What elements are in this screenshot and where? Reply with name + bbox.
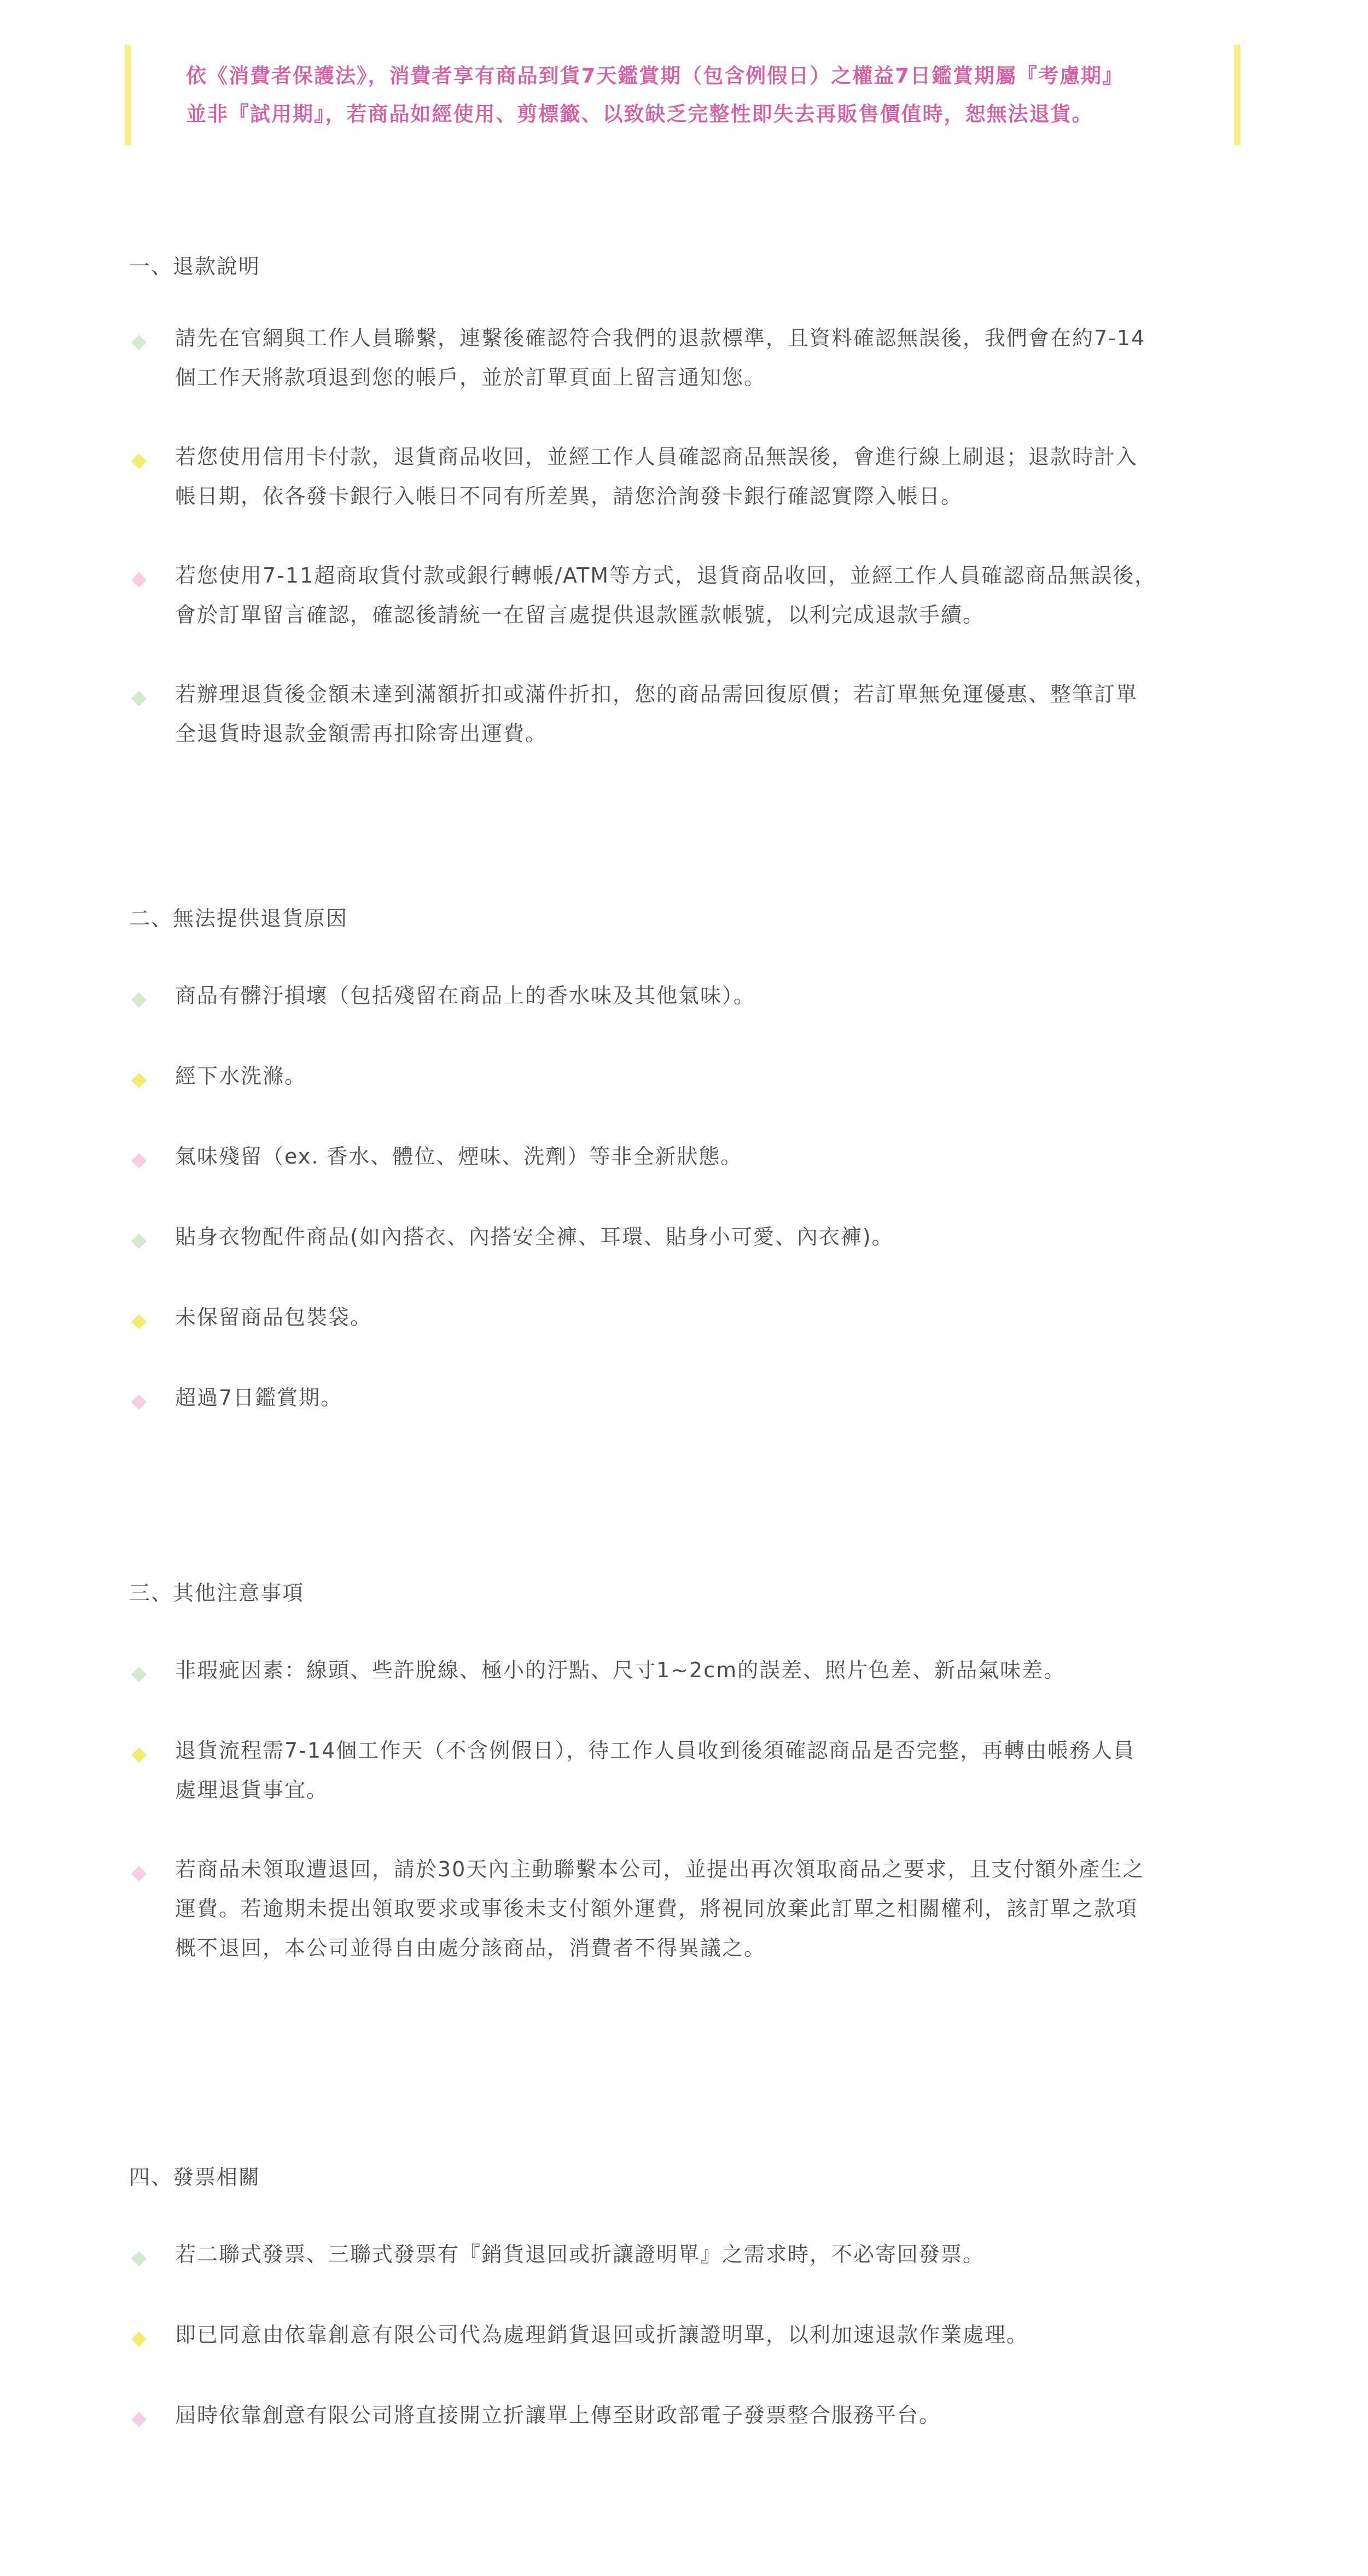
list-item — [133, 2325, 1244, 2354]
list-item-line: 商品有髒汙損壞（包括殘留在商品上的香水味及其他氣味）。 — [175, 984, 756, 1008]
list-item — [133, 2405, 1244, 2435]
list-item-text — [175, 318, 1244, 397]
list-item-text — [175, 1217, 1244, 1257]
list-item-text — [175, 1378, 1244, 1417]
list-item-text — [175, 2235, 1244, 2274]
diamond-bullet-icon — [131, 1073, 147, 1088]
list-item-line: 若商品未領取遭退回，請於30天內主動聯繫本公司，並提出再次領取商品之要求，且支付額外產生之 — [175, 1857, 1145, 1881]
diamond-bullet-icon — [131, 1866, 147, 1881]
notice-line-2: 並非『試用期』，若商品如經使用、剪標籤、以致缺乏完整性即失去再販售價值時，恕無法退貨。 — [186, 102, 1093, 126]
list-item-text — [175, 2395, 1244, 2435]
list-item-line: 氣味殘留（ex. 香水、體位、煙味、洗劑）等非全新狀態。 — [175, 1144, 743, 1168]
list-item — [133, 1144, 1244, 1176]
list-item-line: 處理退貨事宜。 — [175, 1778, 329, 1802]
list-item-line: 退貨流程需7-14個工作天（不含例假日），待工作人員收到後須確認商品是否完整，再轉由帳務人員 — [175, 1738, 1136, 1763]
diamond-bullet-icon — [131, 992, 147, 1008]
list-item-line: 經下水洗滌。 — [175, 1064, 307, 1088]
return-policy-notice — [125, 45, 1241, 145]
list-item-text — [175, 674, 1244, 753]
diamond-bullet-icon — [131, 2331, 147, 2347]
list-item — [133, 1660, 1244, 1690]
list-item-line: 概不退回，本公司並得自由處分該商品，消費者不得異議之。 — [175, 1936, 766, 1960]
list-item-line: 運費。若逾期未提出領取要求或事後未支付額外運費，將視同放棄此訂單之相關權利，該訂單之款項 — [175, 1897, 1138, 1921]
list-item-line: 未保留商品包裝袋。 — [175, 1305, 372, 1329]
diamond-bullet-icon — [131, 2412, 147, 2427]
list-item — [133, 328, 1244, 397]
list-item — [133, 684, 1244, 753]
list-item-line: 全退貨時退款金額需再扣除寄出運費。 — [175, 722, 548, 746]
diamond-bullet-icon — [131, 1667, 147, 1682]
list-item-text — [175, 556, 1244, 635]
diamond-bullet-icon — [131, 335, 147, 350]
list-item-line: 若您使用信用卡付款，退貨商品收回，並經工作人員確認商品無誤後，會進行線上刷退；退款時計入 — [175, 445, 1138, 469]
list-item-line: 若辦理退貨後金額未達到滿額折扣或滿件折扣，您的商品需回復原價；若訂單無免運優惠、整筆訂單 — [175, 682, 1138, 706]
list-item — [133, 1738, 1244, 1810]
list-item-line: 非瑕疵因素：線頭、些許脫線、極小的汙點、尺寸1~2cm的誤差、照片色差、新品氣味差。 — [175, 1658, 1066, 1682]
list-item — [133, 986, 1244, 1015]
diamond-bullet-icon — [131, 1153, 147, 1168]
list-item — [133, 1307, 1244, 1337]
list-item — [133, 2244, 1244, 2274]
list-item-text — [175, 1056, 1244, 1096]
diamond-bullet-icon — [131, 691, 147, 706]
list-item-line: 屆時依靠創意有限公司將直接開立折讓單上傳至財政部電子發票整合服務平台。 — [175, 2403, 941, 2427]
list-item-line: 請先在官網與工作人員聯繫，連繫後確認符合我們的退款標準，且資料確認無誤後，我們會在約7-14 — [175, 326, 1146, 350]
list-item-text — [175, 1650, 1244, 1690]
list-item — [133, 1388, 1244, 1417]
diamond-bullet-icon — [131, 2251, 147, 2266]
list-item-text — [175, 1298, 1244, 1337]
list-item-text — [175, 437, 1244, 516]
list-item-text — [175, 2315, 1244, 2354]
list-item — [133, 1859, 1244, 1968]
diamond-bullet-icon — [131, 453, 147, 469]
list-item-line: 若您使用7-11超商取貨付款或銀行轉帳/ATM等方式，退貨商品收回，並經工作人員確認商品無誤後， — [175, 563, 1157, 588]
diamond-bullet-icon — [131, 572, 147, 588]
list-item-line: 會於訂單留言確認，確認後請統一在留言處提供退款匯款帳號，以利完成退款手續。 — [175, 603, 985, 627]
list-item-line: 超過7日鑑賞期。 — [175, 1386, 343, 1410]
section-title-non-returnable-reasons: 二、無法提供退貨原因 — [129, 906, 348, 931]
section-title-other-notes: 三、其他注意事項 — [129, 1581, 305, 1605]
section-title-invoice: 四、發票相關 — [129, 2165, 261, 2189]
list-item — [133, 1227, 1244, 1257]
diamond-bullet-icon — [131, 1314, 147, 1329]
list-item-text — [175, 1731, 1244, 1810]
list-item — [133, 563, 1244, 635]
list-item-text — [175, 1850, 1244, 1968]
list-item — [133, 447, 1244, 516]
section-title-refund-info: 一、退款說明 — [129, 254, 261, 278]
list-item-text — [175, 976, 1244, 1015]
notice-line-1: 依《消費者保護法》，消費者享有商品到貨7天鑑賞期（包含例假日）之權益7日鑑賞期屬『考慮期』 — [186, 64, 1123, 88]
list-item-line: 即已同意由依靠創意有限公司代為處理銷貨退回或折讓證明單，以利加速退款作業處理。 — [175, 2323, 1029, 2347]
list-item-line: 若二聯式發票、三聯式發票有『銷貨退回或折讓證明單』之需求時，不必寄回發票。 — [175, 2242, 985, 2266]
diamond-bullet-icon — [131, 1394, 147, 1410]
list-item-line: 貼身衣物配件商品(如內搭衣、內搭安全褲、耳環、貼身小可愛、內衣褲)。 — [175, 1225, 894, 1249]
list-item — [133, 1066, 1244, 1096]
list-item-line: 個工作天將款項退到您的帳戶，並於訂單頁面上留言通知您。 — [175, 365, 766, 389]
diamond-bullet-icon — [131, 1747, 147, 1763]
diamond-bullet-icon — [131, 1234, 147, 1249]
list-item-line: 帳日期，依各發卡銀行入帳日不同有所差異，請您洽詢發卡銀行確認實際入帳日。 — [175, 484, 963, 508]
list-item-text — [175, 1137, 1244, 1176]
